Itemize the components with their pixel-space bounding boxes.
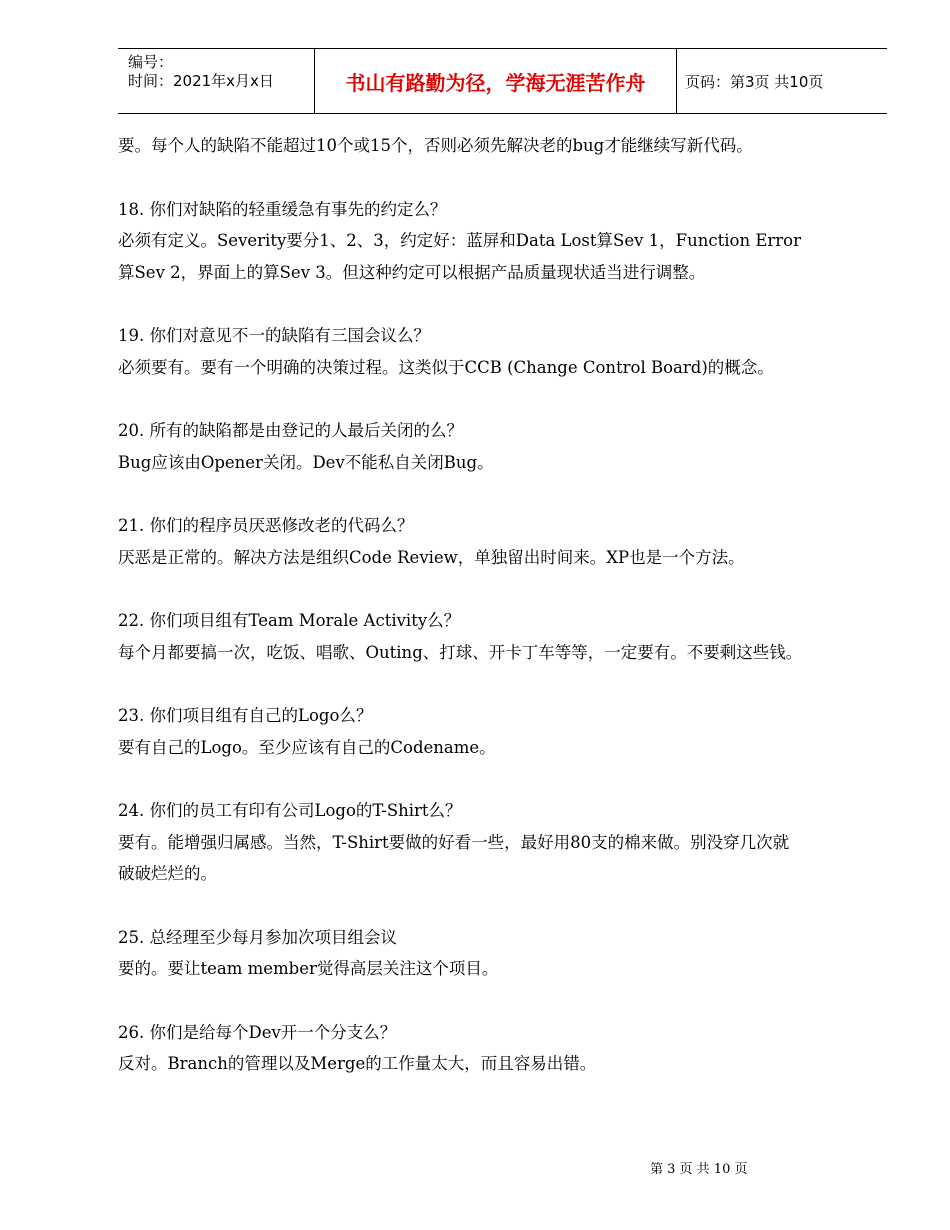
answer-line: Bug应该由Opener关闭。Dev不能私自关闭Bug。 (118, 452, 494, 472)
qa-item (118, 1017, 890, 1080)
answer-line: 要有自己的Logo。至少应该有自己的Codename。 (118, 737, 496, 757)
header-page-info: 页码：第3页 共10页 (685, 72, 824, 91)
answer-line: 每个月都要搞一次，吃饭、唱歌、Outing、打球、开卡丁车等等，一定要有。不要剩这些钱。 (118, 642, 803, 662)
section-gap (118, 478, 890, 510)
header-motto: 书山有路勤为径，学海无涯苦作舟 (315, 49, 677, 113)
qa-item (118, 415, 890, 478)
answer-line: 破破烂烂的。 (118, 864, 217, 883)
section-gap (118, 162, 890, 194)
answer-line: 必须有定义。Severity要分1、2、3，约定好：蓝屏和Data Lost算Sev 1，Function Error (118, 231, 801, 250)
section-gap (118, 288, 890, 320)
answer-line: 必须要有。要有一个明确的决策过程。这类似于CCB (Change Control Board)的概念。 (118, 357, 774, 377)
question-text: 23. 你们项目组有自己的Logo么？ (118, 706, 373, 725)
question-text: 19. 你们对意见不一的缺陷有三国会议么？ (118, 326, 430, 345)
question-text: 24. 你们的员工有印有公司Logo的T-Shirt么？ (118, 801, 462, 820)
question-text: 20. 所有的缺陷都是由登记的人最后关闭的么？ (118, 421, 463, 440)
section-gap (118, 890, 890, 922)
answer-line: 反对。Branch的管理以及Merge的工作量太大，而且容易出错。 (118, 1054, 597, 1073)
qa-item (118, 605, 890, 668)
qa-list (118, 162, 890, 1080)
question-text: 25. 总经理至少每月参加次项目组会议 (118, 927, 397, 947)
section-gap (118, 985, 890, 1017)
qa-item (118, 700, 890, 763)
answer-line: 厌恶是正常的。解决方法是组织Code Review，单独留出时间来。XP也是一个方法。 (118, 547, 745, 567)
section-gap (118, 383, 890, 415)
section-gap (118, 668, 890, 700)
section-gap (118, 763, 890, 795)
qa-item (118, 320, 890, 383)
answer-line: 要有。能增强归属感。当然，T-Shirt要做的好看一些，最好用80支的棉来做。别没穿几次就 (118, 832, 790, 852)
answer-line: 要的。要让team member觉得高层关注这个项目。 (118, 959, 499, 978)
time-label: 时间：2021年x月x日 (128, 72, 274, 90)
section-gap (118, 573, 890, 605)
question-text: 22. 你们项目组有Team Morale Activity么？ (118, 611, 461, 630)
qa-item (118, 922, 890, 985)
number-label: 编号： (128, 53, 174, 71)
qa-item (118, 194, 890, 289)
page-footer: 第 3 页 共 10 页 (650, 1162, 748, 1177)
intro-line: 要。每个人的缺陷不能超过10个或15个，否则必须先解决老的bug才能继续写新代码。 (118, 136, 753, 155)
qa-item (118, 510, 890, 573)
header-meta-cell (118, 49, 315, 113)
question-text: 26. 你们是给每个Dev开一个分支么？ (118, 1022, 397, 1042)
document-body (118, 130, 890, 1080)
question-text: 21. 你们的程序员厌恶修改老的代码么？ (118, 516, 414, 535)
qa-item (118, 795, 890, 890)
question-text: 18. 你们对缺陷的轻重缓急有事先的约定么？ (118, 199, 447, 219)
answer-line: 算Sev 2，界面上的算Sev 3。但这种约定可以根据产品质量现状适当进行调整。 (118, 262, 706, 282)
page-header (118, 48, 887, 114)
